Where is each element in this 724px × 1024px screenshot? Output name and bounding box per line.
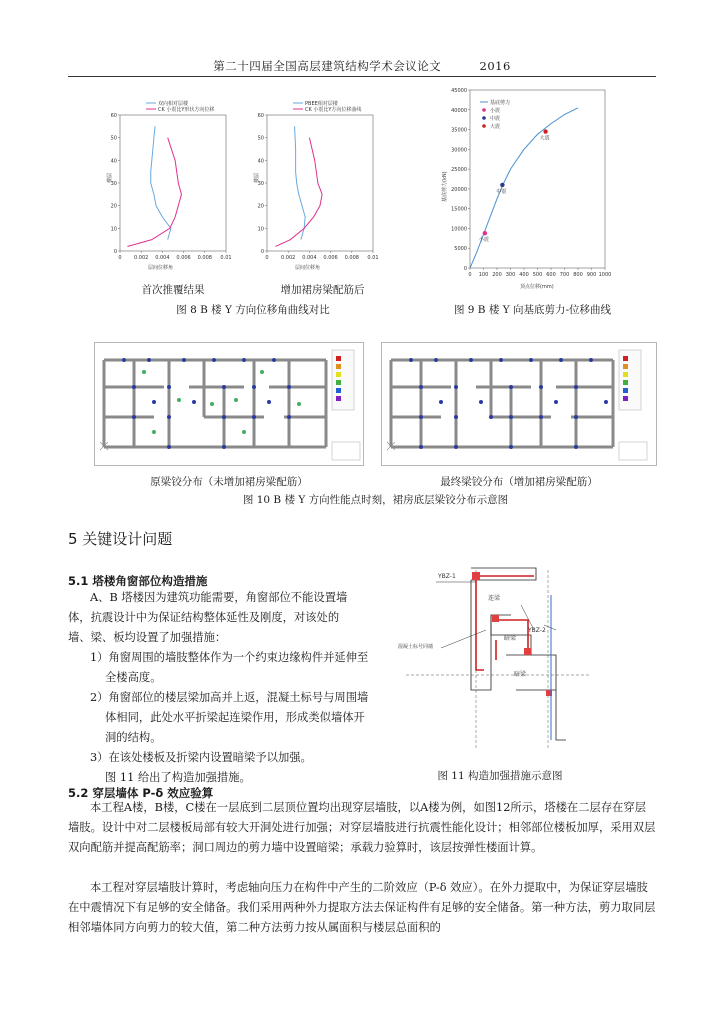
section-5-1-title: 5.1 塔楼角窗部位构造措施: [68, 574, 208, 588]
x-axis-label: 层间位移角: [148, 265, 174, 271]
performance-point-label: 大震: [539, 135, 550, 142]
beam-hinge: [574, 415, 578, 419]
y-tick-label: 25000: [451, 167, 467, 174]
beam-hinge: [439, 400, 443, 404]
legend-0: 基底剪力: [490, 100, 511, 106]
legend-1: 双向相对层楼: [158, 101, 189, 107]
y-axis-label: 楼层: [107, 172, 113, 183]
x-tick-label: 0.002: [134, 255, 149, 261]
beam-hinge: [539, 385, 543, 389]
beam-hinge: [489, 415, 493, 419]
beam-hinge-green: [297, 402, 301, 406]
y-tick-label: 40: [110, 158, 117, 165]
label-ybz2: YBZ-2: [528, 627, 546, 634]
label-anliang-2: 暗梁: [514, 671, 527, 678]
beam-hinge: [182, 358, 186, 362]
beam-hinge: [267, 400, 271, 404]
performance-point: [483, 231, 487, 235]
x-tick-label: 0.004: [155, 255, 170, 261]
s52-paragraph-1: 本工程A楼，B楼，C楼在一层底到二层顶位置均出现穿层墙肢，以A楼为例，如图12所示，塔楼在二层存在穿层墙肢。设计中对二层楼板局部有较大开洞处进行加强；对穿层墙肢进行抗震性能化设计；相邻部位楼板加厚，采用双层双向配筋并提高配筋率；洞口周边的剪力墙中设置暗梁；承载力验算时，该层按弹性楼面计算。: [68, 801, 656, 854]
y-tick-label: 0: [260, 249, 264, 255]
x-tick-label: 0.008: [197, 255, 212, 261]
label-anliang-1: 暗梁: [504, 635, 517, 642]
performance-point: [500, 183, 504, 187]
beam-hinge: [604, 400, 608, 404]
y-tick-label: 30: [257, 181, 264, 187]
page-header: [0, 58, 724, 74]
beam-hinge: [479, 400, 483, 404]
beam-hinge: [132, 385, 136, 389]
beam-hinge: [419, 445, 423, 449]
y-tick-label: 10: [257, 226, 264, 233]
legend-2: CK 小震比Y方向位移曲线: [305, 107, 362, 113]
y-tick-label: 60: [110, 113, 117, 119]
section-5-title: 5 关键设计问题: [68, 530, 173, 548]
beam-hinge: [509, 415, 513, 419]
x-tick-label: 0.006: [323, 255, 338, 261]
beam-hinge: [222, 385, 226, 389]
header-rule: [68, 76, 656, 77]
header-year: 2016: [479, 59, 511, 73]
legend: [146, 100, 214, 113]
info-box: [619, 442, 647, 460]
x-tick-label: 0: [468, 272, 472, 278]
beam-hinge: [167, 445, 171, 449]
s51-intro: A、B 塔楼因为建筑功能需要，角窗部位不能设置墙体，抗震设计中为保证结构整体延性及刚度，对该处的墙、梁、板均设置了加强措施：: [68, 591, 348, 644]
s51-item-2: 2）角窗部位的楼层梁加高并上返，混凝土标号与周围墙体相同，此处水平折梁起连梁作用，形成类似墙体开洞的结构。: [90, 691, 369, 744]
performance-point-label: 小震: [478, 237, 489, 244]
fig10-left-plan: [94, 342, 364, 466]
beam-hinge: [192, 400, 196, 404]
beam-hinge: [574, 445, 578, 449]
label-concrete: 混凝土标号同墙: [398, 644, 434, 650]
beam-hinge: [272, 358, 276, 362]
y-tick-label: 20: [257, 203, 264, 210]
beam-hinge-green: [242, 430, 246, 434]
series-line-0: [470, 108, 578, 268]
x-tick-label: 0: [118, 255, 122, 261]
beam-hinge: [147, 358, 151, 362]
beam-hinge: [122, 358, 126, 362]
x-tick-label: 100: [478, 272, 489, 278]
beam-hinge: [434, 358, 438, 362]
beam-hinge: [574, 385, 578, 389]
x-axis-label: 层间位移角: [295, 265, 321, 271]
y-tick-label: 5000: [454, 246, 467, 253]
s52-paragraph-2: 本工程对穿层墙肢计算时，考虑轴向压力在构件中产生的二阶效应（P-δ 效应）。在外力提取中，为保证穿层墙肢在中震情况下有足够的安全储备。我们采用两种外力提取方法去保证构件有足够的安全储备。第一种方法，剪力取同层相邻墙体同方向剪力的较大值，第二种方法剪力按从属面积与楼层总面积的: [68, 881, 656, 934]
beam-hinge: [469, 358, 473, 362]
label-ybz1: YBZ-1: [438, 573, 456, 580]
x-tick-label: 700: [559, 272, 570, 278]
x-tick-label: 800: [573, 272, 583, 278]
y-tick-label: 45000: [451, 88, 467, 94]
fig9-caption: 图 9 B 楼 Y 向基底剪力-位移曲线: [453, 304, 612, 316]
beam-hinge: [287, 385, 291, 389]
fig8-left-chart: [108, 95, 238, 275]
performance-point: [543, 129, 547, 133]
beam-hinge: [242, 358, 246, 362]
s51-item-1: 1）角窗周围的墙肢整体作为一个约束边缘构件并延伸至全楼高度。: [90, 651, 369, 684]
y-tick-label: 15000: [451, 206, 467, 213]
series-line-1: [127, 138, 181, 247]
y-tick-label: 30: [110, 181, 117, 187]
legend-1: PBEE相对层楼: [305, 101, 338, 107]
beam-hinge: [287, 415, 291, 419]
beam-hinge-green: [152, 430, 156, 434]
beam-hinge: [167, 415, 171, 419]
s51-figure-ref: 图 11 给出了构造加强措施。: [105, 771, 251, 784]
legend-1: 小震: [490, 108, 501, 114]
y-tick-label: 50: [257, 135, 264, 142]
x-tick-label: 400: [519, 272, 529, 278]
beam-hinge: [454, 385, 458, 389]
y-tick-label: 40000: [451, 107, 467, 114]
y-tick-label: 20000: [451, 186, 467, 193]
x-tick-label: 0.01: [367, 255, 379, 261]
beam-hinge: [419, 415, 423, 419]
beam-hinge: [212, 358, 216, 362]
y-tick-label: 35000: [451, 127, 467, 134]
legend-3: 大震: [490, 124, 501, 130]
beam-hinge: [132, 415, 136, 419]
beam-hinge: [509, 385, 513, 389]
y-tick-label: 0: [113, 249, 117, 255]
beam-hinge-green: [142, 370, 146, 374]
beam-hinge: [529, 358, 533, 362]
beam-hinge: [152, 400, 156, 404]
beam-hinge: [167, 385, 171, 389]
fig10-caption: 图 10 B 楼 Y 方向性能点时刻，裙房底层梁铰分布示意图: [242, 494, 509, 506]
beam-hinge-green: [177, 398, 181, 402]
beam-hinge-green: [210, 402, 214, 406]
x-tick-label: 200: [492, 272, 502, 278]
legend: [480, 99, 510, 130]
beam-hinge: [222, 445, 226, 449]
x-tick-label: 0: [265, 255, 269, 261]
legend-box: [332, 350, 354, 410]
beam-hinge: [454, 415, 458, 419]
x-tick-label: 0.004: [302, 255, 317, 261]
s51-item-3: 3）在该处楼板及折梁内设置暗梁予以加强。: [90, 751, 312, 764]
plot-frame: [267, 115, 373, 251]
fig10-left-subtitle: 原梁铰分布（未增加裙房梁配筋）: [150, 476, 308, 488]
beam-hinge: [509, 445, 513, 449]
beam-hinge: [409, 358, 413, 362]
beam-hinge: [539, 415, 543, 419]
x-tick-label: 0.006: [176, 255, 191, 261]
plot-frame: [120, 115, 226, 251]
beam-hinge: [252, 385, 256, 389]
fig11-caption: 图 11 构造加强措施示意图: [437, 770, 563, 782]
fig8-right-subtitle: 增加裙房梁配筋后: [280, 284, 365, 296]
y-axis-label: 基底剪力(kN): [442, 171, 448, 202]
x-tick-label: 0.002: [281, 255, 296, 261]
beam-hinge-green: [260, 370, 264, 374]
legend-2: CK 小震比Y形状方向位移: [158, 107, 215, 113]
y-tick-label: 20: [110, 203, 117, 210]
x-axis-label: 顶点位移(mm): [520, 284, 554, 290]
beam-hinge: [499, 358, 503, 362]
x-tick-label: 0.01: [220, 255, 232, 261]
series-line-0: [295, 126, 306, 239]
beam-hinge: [419, 385, 423, 389]
legend-2: 中震: [490, 116, 501, 122]
beam-hinge: [222, 415, 226, 419]
beam-hinge: [554, 400, 558, 404]
fig8-left-subtitle: 首次推覆结果: [141, 284, 205, 296]
fig8-right-chart: [255, 95, 385, 275]
y-tick-label: 10: [110, 226, 117, 233]
y-tick-label: 0: [463, 266, 467, 272]
legend: [293, 100, 361, 113]
y-tick-label: 40: [257, 158, 264, 165]
performance-point-label: 中震: [496, 188, 507, 195]
beam-hinge: [559, 358, 563, 362]
y-tick-label: 60: [257, 113, 264, 119]
x-tick-label: 600: [546, 272, 556, 278]
legend-box: [619, 350, 641, 410]
x-tick-label: 1000: [598, 272, 612, 278]
label-lianliang: 连梁: [488, 595, 501, 602]
y-tick-label: 50: [110, 135, 117, 142]
fig10-right-plan: [381, 342, 657, 466]
beam-hinge: [252, 415, 256, 419]
y-tick-label: 10000: [451, 226, 467, 233]
fig11-detail: [396, 560, 596, 760]
x-tick-label: 500: [532, 272, 543, 278]
fig9-chart: [440, 82, 615, 292]
beam-hinge: [589, 358, 593, 362]
x-tick-label: 0.008: [344, 255, 359, 261]
series-line-0: [151, 126, 171, 239]
x-tick-label: 900: [586, 272, 597, 278]
beam-hinge: [454, 445, 458, 449]
y-axis-label: 楼层: [254, 172, 260, 183]
section-5-2-title: 5.2 穿层墙体 P-δ 效应验算: [68, 786, 214, 800]
x-tick-label: 300: [505, 272, 516, 278]
beam-hinge-green: [234, 398, 238, 402]
info-box: [332, 442, 360, 460]
fig8-caption: 图 8 B 楼 Y 方向位移角曲线对比: [176, 304, 330, 316]
fig10-right-subtitle: 最终梁铰分布（增加裙房梁配筋）: [440, 476, 598, 488]
y-tick-label: 30000: [451, 147, 467, 154]
header-title: 第二十四届全国高层建筑结构学术会议论文: [213, 59, 442, 73]
